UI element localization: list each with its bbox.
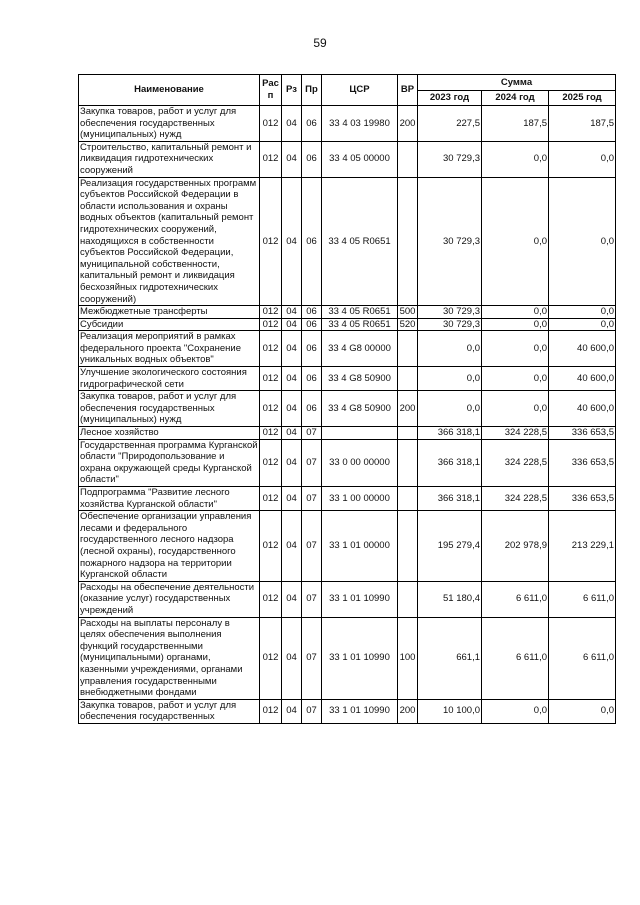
cell-csr: 33 4 05 R0651 xyxy=(322,306,398,319)
cell-vr xyxy=(398,427,418,440)
cell-vr: 520 xyxy=(398,318,418,331)
cell-ras: 012 xyxy=(260,318,282,331)
cell-vr xyxy=(398,487,418,511)
cell-2025: 6 611,0 xyxy=(549,581,616,617)
cell-2024: 324 228,5 xyxy=(482,487,549,511)
table-row xyxy=(79,581,616,617)
cell-rz: 04 xyxy=(282,141,302,177)
cell-2024: 0,0 xyxy=(482,367,549,391)
cell-2024: 324 228,5 xyxy=(482,427,549,440)
cell-csr: 33 4 05 00000 xyxy=(322,141,398,177)
cell-vr: 200 xyxy=(398,106,418,142)
cell-rz: 04 xyxy=(282,331,302,367)
cell-ras: 012 xyxy=(260,391,282,427)
cell-2024: 0,0 xyxy=(482,699,549,723)
cell-2023: 195 279,4 xyxy=(418,511,482,582)
cell-pr: 06 xyxy=(302,177,322,306)
header-rz: Рз xyxy=(282,75,302,106)
cell-pr: 07 xyxy=(302,487,322,511)
cell-2023: 30 729,3 xyxy=(418,141,482,177)
cell-2025: 40 600,0 xyxy=(549,331,616,367)
header-ras: Рас п xyxy=(260,75,282,106)
table-row xyxy=(79,511,616,582)
cell-ras: 012 xyxy=(260,439,282,486)
cell-name: Межбюджетные трансферты xyxy=(79,306,260,319)
cell-2024: 6 611,0 xyxy=(482,617,549,699)
cell-csr: 33 1 00 00000 xyxy=(322,487,398,511)
cell-2025: 0,0 xyxy=(549,141,616,177)
table-row xyxy=(79,106,616,142)
cell-pr: 06 xyxy=(302,141,322,177)
cell-pr: 07 xyxy=(302,699,322,723)
table-row xyxy=(79,177,616,306)
table-row xyxy=(79,487,616,511)
cell-rz: 04 xyxy=(282,617,302,699)
header-year-2023: 2023 год xyxy=(418,91,482,106)
cell-rz: 04 xyxy=(282,581,302,617)
cell-2025: 0,0 xyxy=(549,306,616,319)
cell-2023: 30 729,3 xyxy=(418,306,482,319)
cell-ras: 012 xyxy=(260,617,282,699)
cell-ras: 012 xyxy=(260,427,282,440)
page-number: 59 xyxy=(313,36,327,50)
cell-rz: 04 xyxy=(282,106,302,142)
cell-2024: 0,0 xyxy=(482,306,549,319)
cell-name: Реализация мероприятий в рамках федерального проекта "Сохранение уникальных водных объектов" xyxy=(79,331,260,367)
cell-ras: 012 xyxy=(260,106,282,142)
cell-2025: 213 229,1 xyxy=(549,511,616,582)
cell-ras: 012 xyxy=(260,487,282,511)
table-row xyxy=(79,331,616,367)
cell-2023: 366 318,1 xyxy=(418,439,482,486)
cell-name: Государственная программа Курганской области "Природопользование и охрана окружающей среды Курганской области" xyxy=(80,439,258,486)
cell-pr: 06 xyxy=(302,318,322,331)
cell-csr: 33 4 G8 50900 xyxy=(322,367,398,391)
cell-2024: 202 978,9 xyxy=(482,511,549,582)
cell-csr xyxy=(322,427,398,440)
cell-vr xyxy=(398,331,418,367)
cell-vr xyxy=(398,367,418,391)
cell-name: Улучшение экологического состояния гидрографической сети xyxy=(79,367,260,391)
table-row xyxy=(79,367,616,391)
cell-ras: 012 xyxy=(260,331,282,367)
cell-ras: 012 xyxy=(260,141,282,177)
cell-2025: 40 600,0 xyxy=(549,391,616,427)
cell-2023: 661,1 xyxy=(418,617,482,699)
cell-vr: 200 xyxy=(398,391,418,427)
cell-2025: 0,0 xyxy=(549,699,616,723)
table-row xyxy=(79,427,616,440)
cell-2023: 366 318,1 xyxy=(418,487,482,511)
cell-vr: 200 xyxy=(398,699,418,723)
cell-2023: 51 180,4 xyxy=(418,581,482,617)
cell-2024: 0,0 xyxy=(482,177,549,306)
cell-2023: 0,0 xyxy=(418,331,482,367)
cell-vr: 100 xyxy=(398,617,418,699)
cell-pr: 06 xyxy=(302,106,322,142)
cell-csr: 33 4 G8 00000 xyxy=(322,331,398,367)
cell-pr: 07 xyxy=(302,511,322,582)
cell-2025: 336 653,5 xyxy=(549,427,616,440)
cell-2025: 6 611,0 xyxy=(549,617,616,699)
cell-2025: 187,5 xyxy=(549,106,616,142)
cell-2024: 0,0 xyxy=(482,331,549,367)
cell-2023: 10 100,0 xyxy=(418,699,482,723)
cell-2024: 187,5 xyxy=(482,106,549,142)
cell-2025: 336 653,5 xyxy=(549,487,616,511)
cell-2025: 0,0 xyxy=(549,318,616,331)
table-body xyxy=(79,106,616,724)
cell-2025: 336 653,5 xyxy=(549,439,616,486)
cell-2024: 0,0 xyxy=(482,318,549,331)
cell-2024: 0,0 xyxy=(482,391,549,427)
table-row xyxy=(79,391,616,427)
cell-2024: 0,0 xyxy=(482,141,549,177)
header-year-2024: 2024 год xyxy=(482,91,549,106)
cell-pr: 07 xyxy=(302,581,322,617)
cell-rz: 04 xyxy=(282,306,302,319)
cell-csr: 33 4 03 19980 xyxy=(322,106,398,142)
cell-2023: 227,5 xyxy=(418,106,482,142)
cell-name: Закупка товаров, работ и услуг для обеспечения государственных (муниципальных) нужд xyxy=(79,391,260,427)
cell-2023: 30 729,3 xyxy=(418,318,482,331)
cell-csr: 33 1 01 10990 xyxy=(322,581,398,617)
cell-name: Расходы на выплаты персоналу в целях обеспечения выполнения функций государственными (муниципальными) органами, казенными учреждениями, органами управления государственными внебюджетными фондами xyxy=(79,617,260,699)
budget-table xyxy=(78,74,616,724)
cell-csr: 33 1 01 10990 xyxy=(322,617,398,699)
cell-name: Строительство, капитальный ремонт и ликвидация гидротехнических сооружений xyxy=(79,141,260,177)
cell-rz: 04 xyxy=(282,391,302,427)
cell-2023: 0,0 xyxy=(418,391,482,427)
cell-ras: 012 xyxy=(260,177,282,306)
cell-vr: 500 xyxy=(398,306,418,319)
cell-ras: 012 xyxy=(260,367,282,391)
cell-csr: 33 4 05 R0651 xyxy=(322,177,398,306)
cell-rz: 04 xyxy=(282,427,302,440)
cell-pr: 07 xyxy=(302,439,322,486)
cell-vr xyxy=(398,141,418,177)
cell-ras: 012 xyxy=(260,581,282,617)
cell-pr: 06 xyxy=(302,331,322,367)
cell-name: Субсидии xyxy=(79,318,260,331)
cell-pr: 06 xyxy=(302,367,322,391)
table-row xyxy=(79,699,616,723)
cell-csr: 33 0 00 00000 xyxy=(322,439,398,486)
cell-csr: 33 4 G8 50900 xyxy=(322,391,398,427)
cell-vr xyxy=(398,177,418,306)
cell-vr xyxy=(398,581,418,617)
header-vr: ВР xyxy=(398,75,418,106)
cell-csr: 33 1 01 10990 xyxy=(322,699,398,723)
cell-name: Подпрограмма "Развитие лесного хозяйства Курганской области" xyxy=(79,487,260,511)
cell-rz: 04 xyxy=(282,511,302,582)
cell-2025: 40 600,0 xyxy=(549,367,616,391)
table-row xyxy=(79,306,616,319)
header-name: Наименование xyxy=(79,75,260,106)
header-csr: ЦСР xyxy=(322,75,398,106)
cell-ras: 012 xyxy=(260,306,282,319)
header-sum: Сумма xyxy=(418,75,616,91)
cell-2024: 324 228,5 xyxy=(482,439,549,486)
cell-2023: 30 729,3 xyxy=(418,177,482,306)
table-row xyxy=(79,318,616,331)
cell-pr: 07 xyxy=(302,427,322,440)
cell-rz: 04 xyxy=(282,177,302,306)
cell-name: Расходы на обеспечение деятельности (оказание услуг) государственных учреждений xyxy=(79,581,260,617)
header-pr: Пр xyxy=(302,75,322,106)
cell-ras: 012 xyxy=(260,511,282,582)
cell-rz: 04 xyxy=(282,439,302,486)
cell-rz: 04 xyxy=(282,367,302,391)
cell-rz: 04 xyxy=(282,699,302,723)
cell-pr: 07 xyxy=(302,617,322,699)
cell-rz: 04 xyxy=(282,487,302,511)
cell-vr xyxy=(398,511,418,582)
cell-name: Закупка товаров, работ и услуг для обеспечения государственных xyxy=(79,699,260,723)
cell-vr xyxy=(398,439,418,486)
cell-2023: 366 318,1 xyxy=(418,427,482,440)
cell-ras: 012 xyxy=(260,699,282,723)
table-row xyxy=(79,439,616,486)
cell-2024: 6 611,0 xyxy=(482,581,549,617)
cell-pr: 06 xyxy=(302,306,322,319)
cell-name: Закупка товаров, работ и услуг для обеспечения государственных (муниципальных) нужд xyxy=(79,106,260,142)
cell-csr: 33 4 05 R0651 xyxy=(322,318,398,331)
table-row xyxy=(79,141,616,177)
cell-2025: 0,0 xyxy=(549,177,616,306)
table-row xyxy=(79,617,616,699)
cell-rz: 04 xyxy=(282,318,302,331)
cell-2023: 0,0 xyxy=(418,367,482,391)
cell-pr: 06 xyxy=(302,391,322,427)
cell-csr: 33 1 01 00000 xyxy=(322,511,398,582)
cell-name: Лесное хозяйство xyxy=(79,427,260,440)
cell-name: Обеспечение организации управления лесами и федерального государственного лесного надзора (лесной охраны), государственного пожарного надзора на территории Курганской области xyxy=(79,511,260,582)
header-year-2025: 2025 год xyxy=(549,91,616,106)
cell-name: Реализация государственных программ субъектов Российской Федерации в области использования и охраны водных объектов (капитальный ремонт гидротехнических сооружений, находящихся в собственности субъектов Российской Федерации, муниципальной собственности, капитальный ремонт и ликвидация бесхозяйных гидротехнических сооружений) xyxy=(79,177,260,306)
